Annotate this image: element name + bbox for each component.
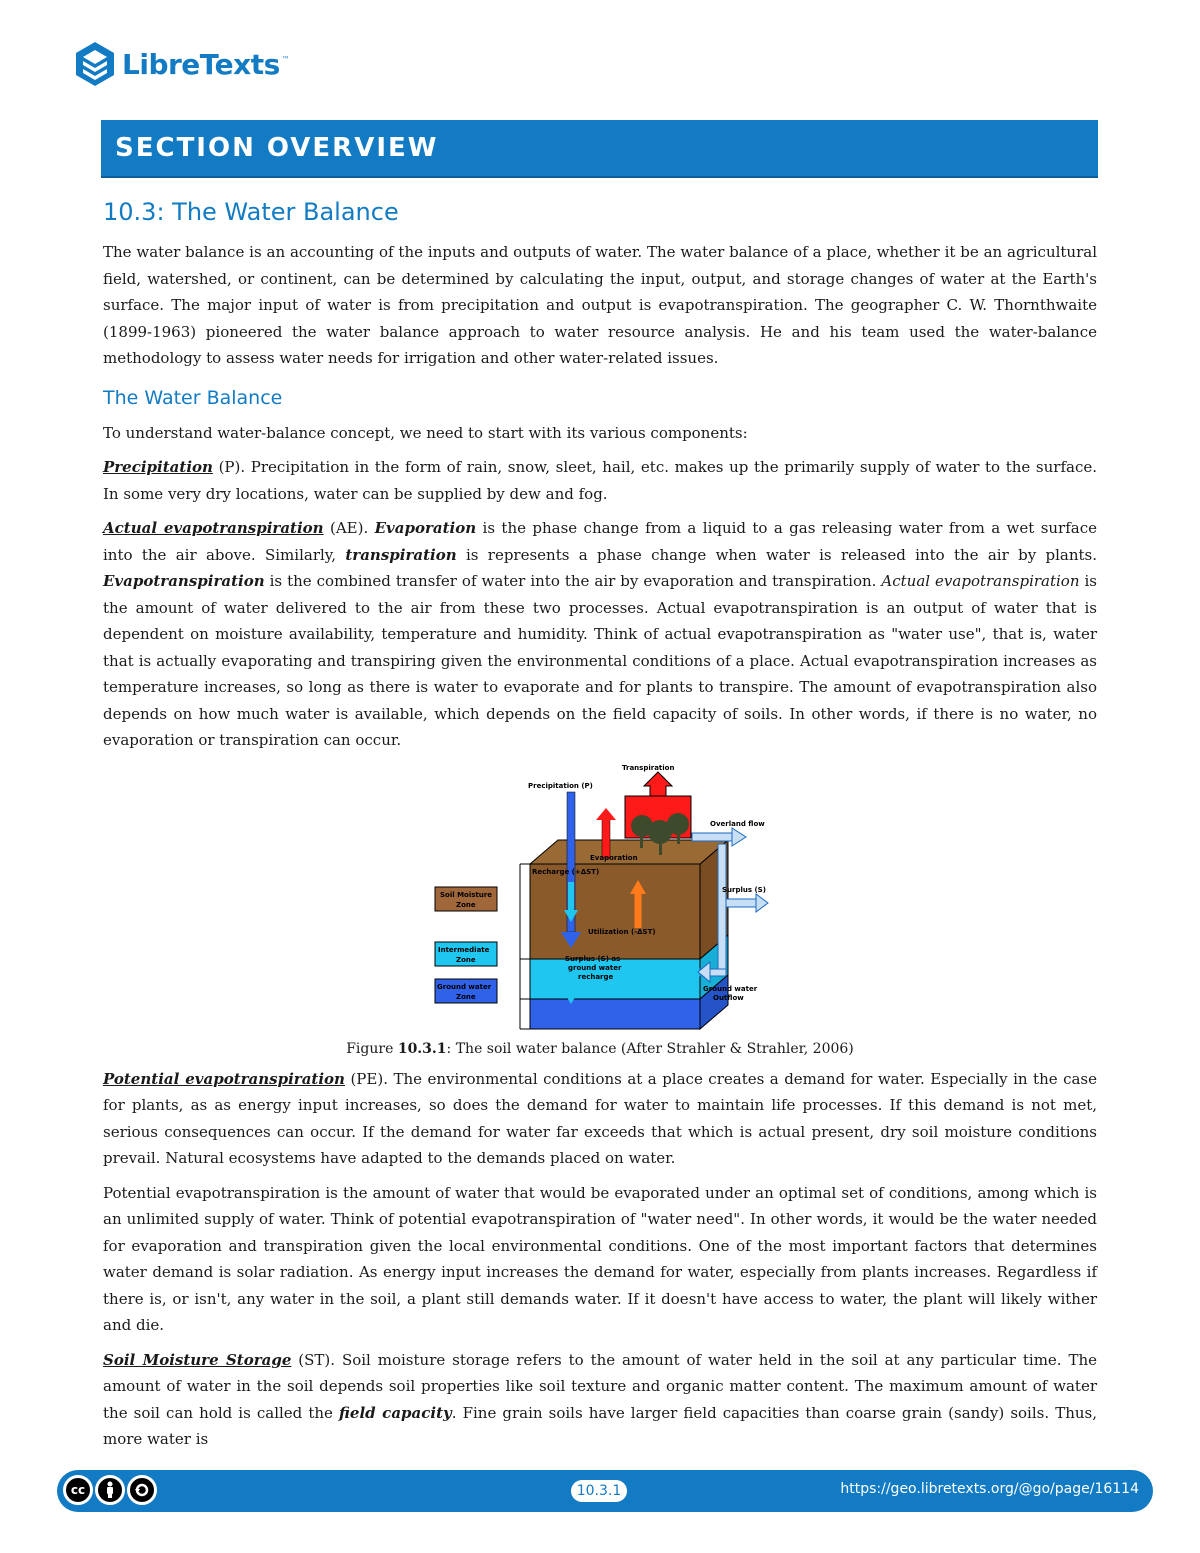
term-potential-evapotranspiration: Potential evapotranspiration [103, 1069, 345, 1088]
label-surplus: Surplus (S) [722, 885, 766, 894]
st-text-1: (ST). Soil moisture storage refers to the amount of water held in the soil at any particular time. The amount of water in the soil depends soil properties like soil texture and organic matter content. The maximum amount of water the soil can hold is called the [103, 1350, 1097, 1422]
soil-water-balance-figure [103, 764, 1097, 1060]
term-precipitation: Precipitation [103, 458, 213, 476]
ae-text-3: is represents a phase change when water is released into the air by plants. [456, 545, 1097, 564]
term-field-capacity: field capacity [339, 1403, 452, 1422]
label-utilization: Utilization (-ΔST) [588, 927, 656, 936]
intro-paragraph: The water balance is an accounting of the inputs and outputs of water. The water balance of a place, whether it be an agricultural field, watershed, or continent, can be determined by calculating the input, output, and storage changes of water at the Earth's surface. The major input of water is from precipitation and output is evapotranspiration. The geographer C. W. Thornthwaite (1899-1963) pioneered the water balance approach to water resource analysis. He and his team used the water-balance methodology to assess water needs for irrigation and other water-related issues. [103, 243, 1097, 367]
st-paragraph [103, 1347, 1097, 1453]
label-gw-recharge-3: recharge [578, 972, 614, 981]
brand-name: LibreTexts [122, 47, 280, 81]
lead-paragraph: To understand water-balance concept, we need to start with its various components: [103, 423, 748, 442]
term-actual-evapotranspiration: Actual evapotranspiration [103, 519, 324, 537]
main-content [103, 195, 1097, 1461]
label-precipitation: Precipitation (P) [528, 781, 593, 790]
label-groundwater-zone-2: Zone [456, 992, 476, 1001]
sa-icon [127, 1475, 157, 1505]
label-recharge: Recharge (+ΔST) [532, 867, 600, 876]
label-gw-outflow-1: Ground water [703, 984, 758, 993]
label-gw-recharge-2: ground water [568, 963, 622, 972]
figure-caption [103, 1038, 1097, 1060]
label-overland-flow: Overland flow [710, 819, 765, 828]
cc-icon: cc [63, 1475, 93, 1505]
section-banner [101, 120, 1098, 178]
precipitation-text: (P). Precipitation in the form of rain, snow, sleet, hail, etc. makes up the primarily supply of water to the surface. In some very dry locations, water can be supplied by dew and fog. [103, 458, 1097, 503]
precipitation-paragraph [103, 454, 1097, 507]
by-icon [95, 1475, 125, 1505]
libretexts-logo[interactable] [74, 40, 290, 88]
caption-prefix: Figure [346, 1040, 398, 1057]
ae-text-1: (AE). [323, 519, 375, 537]
footer-bar [57, 1470, 1153, 1512]
libretexts-logo-icon [74, 40, 116, 88]
label-gw-recharge-1: Surplus (S) as [565, 954, 621, 963]
term-evaporation: Evaporation [374, 519, 477, 537]
pe2-paragraph: Potential evapotranspiration is the amount of water that would be evaporated under an optimal set of conditions, among which is an unlimited supply of water. Think of potential evapotranspiration of "water need". In other words, it would be the water needed for evaporation and transpiration given the local environmental conditions. One of the most important factors that determines water demand is solar radiation. As energy input increases the demand for water, especially from plants increases. Regardless if there is, or isn't, any water in the soil, a plant still demands water. If it doesn't have access to water, the plant will likely wither and die. [103, 1183, 1097, 1334]
term-actual-italic: Actual evapotranspiration [881, 572, 1080, 590]
page-number: 10.3.1 [571, 1480, 627, 1502]
label-soil-zone-1: Soil Moisture [440, 890, 492, 899]
caption-text: : The soil water balance (After Strahler & Strahler, 2006) [446, 1040, 854, 1057]
ae-text-2: is the phase change from a liquid to a gas releasing water from a wet surface into the air above. Similarly, [103, 519, 1097, 564]
label-transpiration: Transpiration [622, 763, 675, 772]
subheading: The Water Balance [103, 386, 283, 409]
label-groundwater-zone-1: Ground water [437, 982, 492, 991]
ae-paragraph [103, 515, 1097, 754]
label-gw-outflow-2: Outflow [713, 993, 744, 1002]
label-evaporation: Evaporation [590, 853, 638, 862]
soil-water-balance-diagram [420, 764, 780, 1032]
pe-paragraph [103, 1066, 1097, 1172]
label-intermediate-zone-2: Zone [456, 955, 476, 964]
caption-number: 10.3.1 [397, 1040, 447, 1057]
pe-text: (PE). The environmental conditions at a place creates a demand for water. Especially in the case for plants, as as energy input increases, so does the demand for water to maintain life processes. If this demand is not met, serious consequences can occur. If the demand for water far exceeds that which is actual present, dry soil moisture conditions prevail. Natural ecosystems have adapted to the demands placed on water. [103, 1069, 1098, 1167]
st-text-2: . Fine grain soils have larger field capacities than coarse grain (sandy) soils. Thus, more water is [103, 1403, 1097, 1448]
page-url-link[interactable]: https://geo.libretexts.org/@go/page/16114 [840, 1481, 1139, 1497]
label-soil-zone-2: Zone [456, 900, 476, 909]
page-title: 10.3: The Water Balance [103, 198, 399, 226]
brand-tm: ™ [281, 54, 290, 64]
section-banner-label: SECTION OVERVIEW [115, 133, 439, 163]
ae-text-4: is the combined transfer of water into the air by evaporation and transpiration. [264, 572, 882, 590]
ae-text-5: is the amount of water delivered to the air from these two processes. Actual evapotranspiration is an output of water that is dependent on moisture availability, temperature and humidity. Think of actual evapotranspiration as "water use", that is, water that is actually evaporating and transpiring given the environmental conditions of a place. Actual evapotranspiration increases as temperature increases, so long as there is water to evaporate and for plants to transpire. The amount of evapotranspiration also depends on how much water is available, which depends on the field capacity of soils. In other words, if there is no water, no evaporation or transpiration can occur. [103, 572, 1097, 749]
term-soil-moisture-storage: Soil Moisture Storage [103, 1350, 292, 1369]
term-transpiration: transpiration [345, 545, 457, 564]
cc-license-badge[interactable] [63, 1475, 159, 1505]
label-intermediate-zone-1: Intermediate [438, 945, 490, 954]
term-evapotranspiration: Evapotranspiration [103, 572, 265, 590]
